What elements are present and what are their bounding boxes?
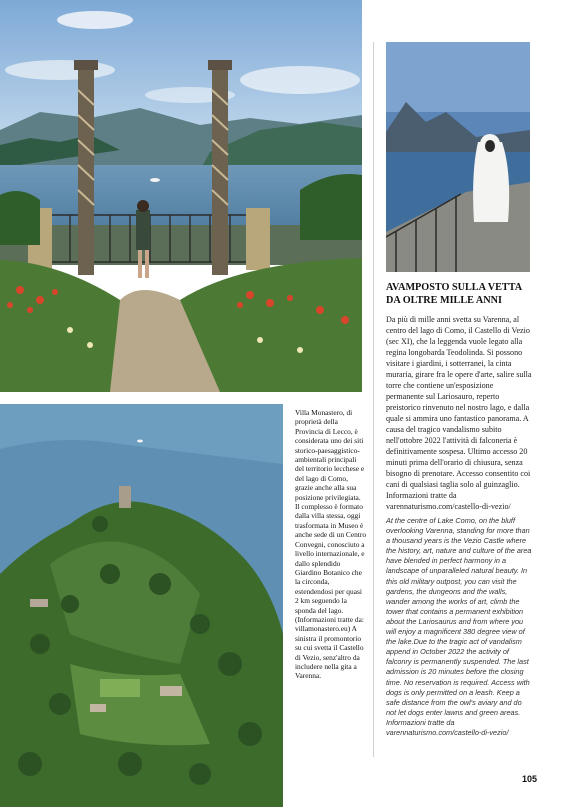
castello-vezio-photo [386, 42, 530, 272]
aerial-promontory-photo [0, 404, 283, 807]
article-column [386, 282, 532, 738]
article-body-english: At the centre of Lake Como, on the bluff overlooking Varenna, standing for more than a thousand years is the Vezio Castle where the history, art, nature and culture of the area have blended in perfect harmony in a landscape of unparalleled natural beauty. In this old military outpost, you can visit the gardens, the dungeons and the walls, wander among the works of art, climb the tower that contains a permanent exhibition about the Lariosaurus and from where you will enjoy a magnificent 380 degree view of the lake.Due to the tragic act of vandalism append in October 2022 the activity of falconry is permanently suspended. The last admission is 20 minutes before the closing time. No reservation is required. Access with dogs is only permitted on a leash. Keep a safe distance from the owl's aviary and do not let dogs enter lawns and green areas. Informazioni tratte da varennaturismo.com/castello-di-vezio/ [386, 516, 532, 737]
photo-caption: Villa Monastero, di proprietà della Provincia di Lecco, è considerata uno dei siti storico-paesaggistico-ambientali principali del territorio lecchese e del lago di Como, grazie anche alla sua posizione privilegiata. Il complesso è formato dalla villa stessa, oggi trasformata in Museo è anche sede di un Centro Convegni, conosciuto a livello internazionale, e dallo splendido Giardino Botanico che la circonda, estendendosi per quasi 2 km seguendo la sponda del lago. (Informazioni tratte da: villamonastero.eu) A sinistra il promontorio su cui svetta il Castello di Vezio, senz'altro da includere nella gita a Varenna. [295, 408, 367, 681]
villa-monastero-photo [0, 0, 362, 392]
page-number: 105 [522, 774, 538, 784]
column-divider [373, 42, 374, 757]
article-body-italian: Da più di mille anni svetta su Varenna, al centro del lago di Como, il Castello di Vezio (sec XI), che la leggenda vuole legato alla regina longobarda Teodolinda. Si possono visitare i giardini, i sotterranei, la cinta muraria, girare fra le opere d'arte, salire sulla torre che contiene un'esposizione permanente sul Lariosauro, reperto preistorico rinvenuto nel nostro lago, e dalla quale si ammira uno fantastico panorama. A causa del tragico vandalismo subito nell'ottobre 2022 l'attività di falconeria è definitivamente sospesa. Ultimo accesso 20 minuti prima dell'orario di chiusura, senza bisogno di prenotare. Accesso consentito coi cani di qualsiasi taglia solo al guinzaglio. Informazioni tratte da varennaturismo.com/castello-di-vezio/ [386, 315, 532, 511]
article-headline: AVAMPOSTO SULLA VETTA DA OLTRE MILLE ANNI [386, 282, 522, 306]
